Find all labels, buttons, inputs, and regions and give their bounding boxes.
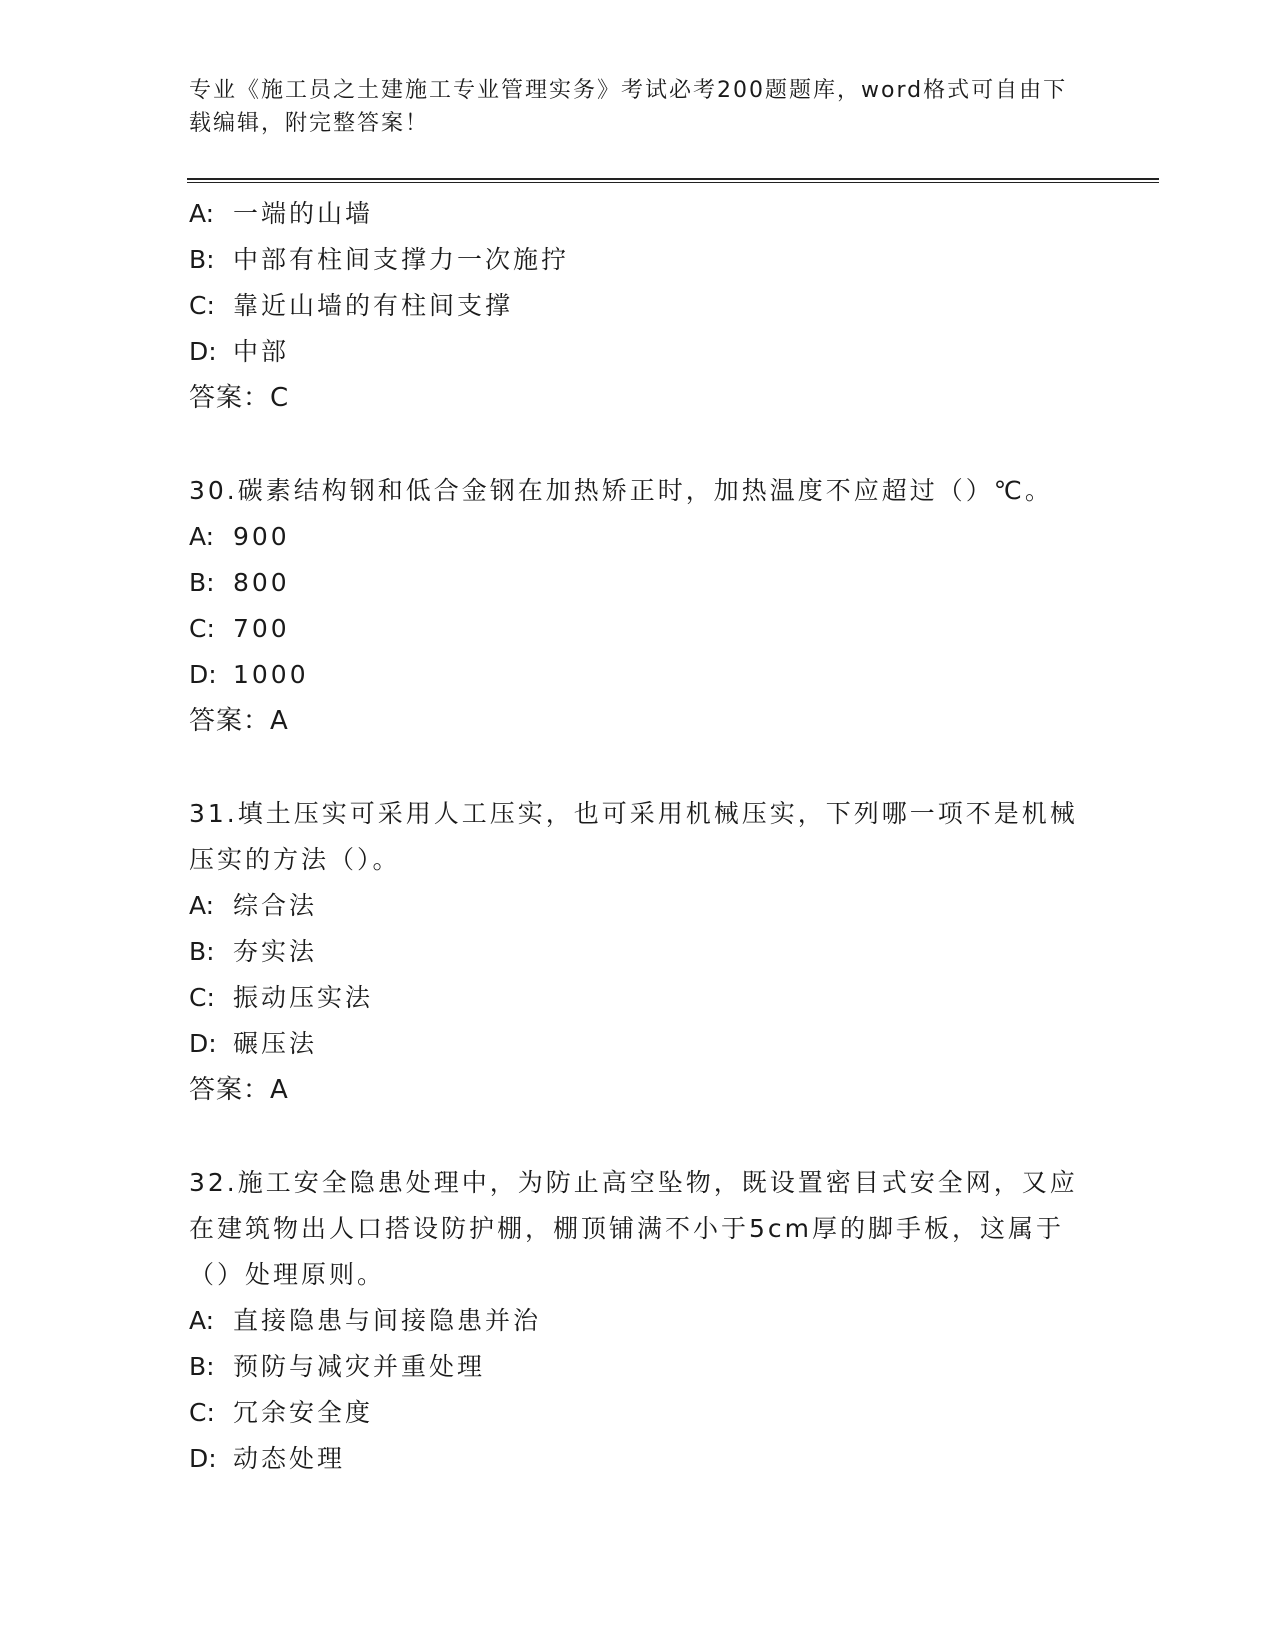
question-stem: 30.碳素结构钢和低合金钢在加热矫正时，加热温度不应超过（）℃。	[189, 476, 1053, 505]
option-c: C: 靠近山墙的有柱间支撑	[189, 291, 514, 320]
option-b: B: 中部有柱间支撑力一次施拧	[189, 245, 570, 274]
option-d: D: 中部	[189, 337, 290, 366]
question-stem: 32.施工安全隐患处理中，为防止高空坠物，既设置密目式安全网，又应在建筑物出人口搭设防护棚，棚顶铺满不小于5cm厚的脚手板，这属于（）处理原则。	[189, 1168, 1078, 1289]
answer-line: 答案：A	[189, 706, 289, 736]
option-a: A: 直接隐患与间接隐患并治	[189, 1306, 542, 1335]
option-d: D: 碾压法	[189, 1029, 318, 1058]
document-header: 专业《施工员之土建施工专业管理实务》考试必考200题题库，word格式可自由下载编辑，附完整答案！	[189, 78, 1068, 136]
option-c: C: 700	[189, 614, 290, 643]
header-divider	[187, 178, 1159, 183]
question-30	[189, 468, 1089, 744]
option-a: A: 综合法	[189, 891, 318, 920]
answer-line: 答案：A	[189, 1075, 289, 1105]
question-32	[189, 1160, 1089, 1482]
option-a: A: 900	[189, 522, 290, 551]
option-d: D: 1000	[189, 660, 309, 689]
question-31	[189, 791, 1089, 1113]
option-b: B: 夯实法	[189, 937, 318, 966]
option-c: C: 振动压实法	[189, 983, 374, 1012]
option-a: A: 一端的山墙	[189, 199, 374, 228]
option-b: B: 800	[189, 568, 290, 597]
option-c: C: 冗余安全度	[189, 1398, 374, 1427]
question-29-options	[189, 191, 1089, 421]
option-b: B: 预防与减灾并重处理	[189, 1352, 486, 1381]
option-d: D: 动态处理	[189, 1444, 346, 1473]
answer-line: 答案：C	[189, 383, 290, 413]
question-list	[189, 191, 1089, 1482]
question-stem: 31.填土压实可采用人工压实，也可采用机械压实，下列哪一项不是机械压实的方法（）。	[189, 799, 1078, 874]
